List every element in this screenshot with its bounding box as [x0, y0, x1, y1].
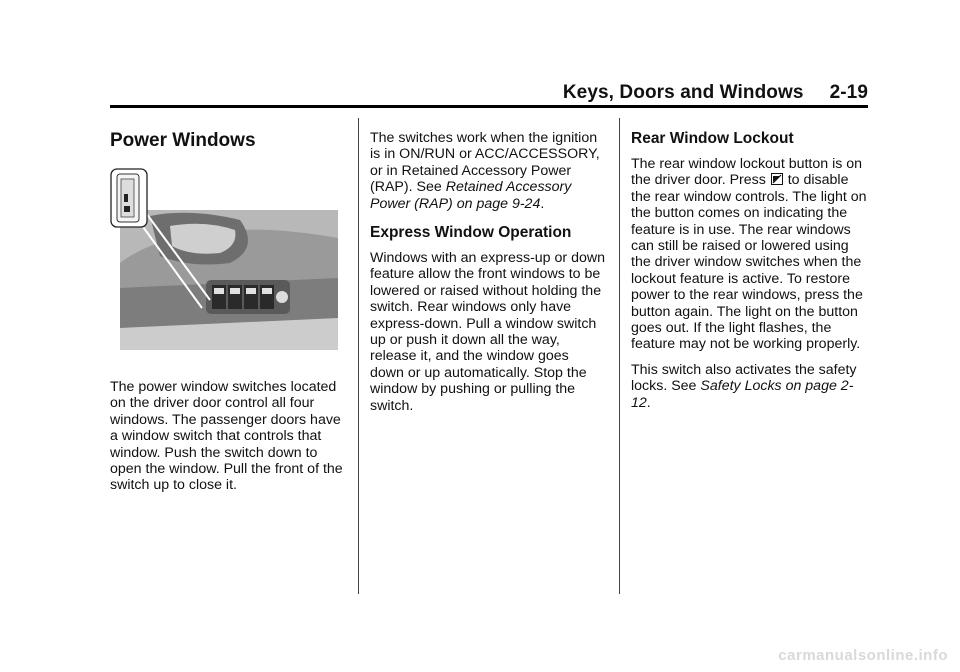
power-windows-paragraph: The power window switches located on the driver door control all four windows. The passenger doors have a window switch that controls that window. Push the switch down to open the window. Pull the front of the switch up to close it.	[110, 379, 343, 494]
ignition-text: The switches work when the ignition is in ON/RUN or ACC/ACCESSORY, or in Retained Accessory Power (RAP). See	[370, 130, 600, 196]
section-heading-rear-lockout: Rear Window Lockout	[631, 130, 794, 147]
column-3	[631, 130, 871, 420]
lockout-paragraph	[631, 156, 871, 353]
door-panel-image	[110, 168, 342, 352]
column-divider-2	[619, 118, 620, 594]
column-2	[370, 130, 606, 423]
safety-text: This switch also activates the safety locks. See	[631, 361, 857, 395]
ignition-end: .	[540, 195, 545, 212]
section-title: Keys, Doors and Windows	[562, 82, 804, 103]
lockout-text-end: to disable the rear window controls. The light on the button comes on indicating the feature is in use. The rear windows can still be raised or lowered using the driver window switches when the lockout feature is active. To restore power to the rear windows, press the button again. The light on the button goes out. If the light flashes, the feature may not be working properly.	[631, 172, 867, 353]
section-heading-express-window: Express Window Operation	[370, 224, 572, 242]
ignition-paragraph	[370, 130, 606, 212]
safety-locks-cross-reference[interactable]: Safety Locks on page 2-12	[631, 378, 854, 411]
column-divider-1	[358, 118, 359, 594]
rap-cross-reference[interactable]: Retained Accessory Power (RAP) on page 9-24	[370, 179, 572, 212]
section-heading-power-windows: Power Windows	[110, 130, 256, 151]
safety-locks-paragraph	[631, 362, 871, 411]
page-header	[563, 82, 868, 104]
column-1	[110, 130, 348, 503]
window-lockout-icon	[771, 173, 783, 185]
door-switch-illustration	[110, 168, 342, 352]
header-rule	[110, 105, 868, 108]
safety-text-end: .	[646, 394, 651, 411]
lockout-text-start: The rear window lockout button is on the driver door. Press	[631, 156, 863, 189]
express-window-paragraph: Windows with an express-up or down feature allow the front windows to be lowered or raised without holding the switch. Rear windows only have express-down. Pull a window switch up or push it down all the way, release it, and the window goes down or up automatically. Stop the window by pushing or pulling the switch.	[370, 250, 605, 414]
watermark: carmanualsonline.info	[778, 647, 948, 664]
page-number: 2-19	[829, 82, 868, 103]
